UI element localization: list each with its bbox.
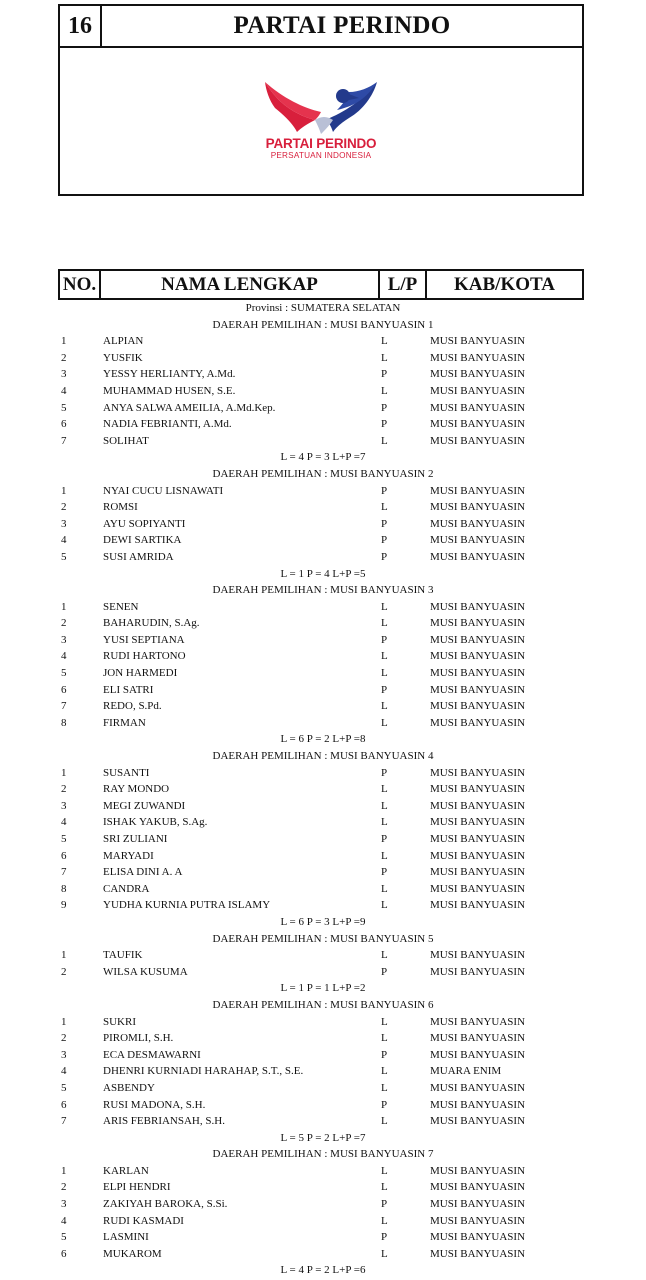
party-logo	[60, 48, 582, 196]
candidate-regency: MUSI BANYUASIN	[430, 1032, 526, 1045]
table-row	[0, 333, 646, 350]
district-title: DAERAH PEMILIHAN : MUSI BANYUASIN 2	[212, 467, 434, 480]
candidate-regency: MUSI BANYUASIN	[430, 1247, 526, 1260]
candidate-number: 4	[61, 384, 67, 397]
district-summary: L = 1 P = 4 L+P =5	[280, 567, 366, 580]
candidate-number: 1	[61, 766, 67, 779]
table-row	[0, 881, 646, 898]
candidate-regency: MUSI BANYUASIN	[430, 650, 526, 663]
candidate-number: 4	[61, 816, 67, 829]
candidate-gender: L	[381, 1115, 388, 1128]
candidate-gender: L	[381, 667, 388, 680]
candidate-gender: L	[381, 351, 388, 364]
candidate-name: ALPIAN	[103, 335, 144, 348]
candidate-gender: L	[381, 1015, 388, 1028]
table-row	[0, 433, 646, 450]
table-row	[0, 483, 646, 500]
header-no: NO.	[60, 271, 101, 298]
candidate-number: 7	[61, 1115, 67, 1128]
candidate-regency: MUSI BANYUASIN	[430, 633, 526, 646]
candidate-gender: L	[381, 1081, 388, 1094]
table-row	[0, 864, 646, 881]
candidate-number: 6	[61, 1247, 67, 1260]
candidate-name: RUSI MADONA, S.H.	[103, 1098, 206, 1111]
candidate-gender: P	[381, 633, 388, 646]
candidate-name: REDO, S.Pd.	[103, 700, 162, 713]
candidate-name: NADIA FEBRIANTI, A.Md.	[103, 418, 232, 431]
candidate-regency: MUSI BANYUASIN	[430, 899, 526, 912]
table-row	[0, 814, 646, 831]
candidate-name: SUSI AMRIDA	[103, 550, 174, 563]
candidate-name: ANYA SALWA AMEILIA, A.Md.Kep.	[103, 401, 276, 414]
candidate-regency: MUSI BANYUASIN	[430, 799, 526, 812]
candidate-number: 2	[61, 1032, 67, 1045]
candidate-number: 2	[61, 351, 67, 364]
table-row	[0, 715, 646, 732]
district-title: DAERAH PEMILIHAN : MUSI BANYUASIN 7	[212, 1148, 434, 1161]
candidate-name: KARLAN	[103, 1164, 149, 1177]
candidate-number: 1	[61, 484, 67, 497]
district-title: DAERAH PEMILIHAN : MUSI BANYUASIN 4	[212, 750, 434, 763]
candidate-gender: L	[381, 617, 388, 630]
party-number: 16	[60, 6, 102, 46]
candidate-number: 9	[61, 899, 67, 912]
candidate-name: ASBENDY	[103, 1081, 155, 1094]
candidate-gender: L	[381, 899, 388, 912]
candidate-regency: MUSI BANYUASIN	[430, 1214, 526, 1227]
table-row	[0, 1047, 646, 1064]
candidate-number: 8	[61, 882, 67, 895]
table-row	[0, 781, 646, 798]
candidate-name: YUDHA KURNIA PUTRA ISLAMY	[103, 899, 271, 912]
candidate-gender: L	[381, 1032, 388, 1045]
candidate-regency: MUSI BANYUASIN	[430, 1015, 526, 1028]
candidate-number: 7	[61, 866, 67, 879]
table-row	[0, 366, 646, 383]
table-row	[0, 1179, 646, 1196]
candidate-number: 1	[61, 335, 67, 348]
candidate-name: BAHARUDIN, S.Ag.	[103, 617, 200, 630]
candidate-regency: MUSI BANYUASIN	[430, 949, 526, 962]
candidate-regency: MUSI BANYUASIN	[430, 550, 526, 563]
table-row	[0, 383, 646, 400]
candidate-name: TAUFIK	[103, 949, 143, 962]
candidate-gender: L	[381, 783, 388, 796]
candidate-name: SOLIHAT	[103, 434, 149, 447]
table-row	[0, 1196, 646, 1213]
candidate-name: NYAI CUCU LISNAWATI	[103, 484, 224, 497]
logo-text: PARTAI PERINDO	[265, 136, 377, 151]
candidate-name: DHENRI KURNIADI HARAHAP, S.T., S.E.	[103, 1065, 304, 1078]
candidate-name: PIROMLI, S.H.	[103, 1032, 174, 1045]
table-row	[0, 615, 646, 632]
candidate-gender: L	[381, 501, 388, 514]
candidate-regency: MUSI BANYUASIN	[430, 434, 526, 447]
table-row	[0, 897, 646, 914]
table-row	[0, 1097, 646, 1114]
candidate-gender: P	[381, 401, 388, 414]
candidate-regency: MUSI BANYUASIN	[430, 401, 526, 414]
candidate-regency: MUSI BANYUASIN	[430, 1164, 526, 1177]
candidate-name: WILSA KUSUMA	[103, 965, 188, 978]
candidate-gender: P	[381, 1198, 388, 1211]
candidate-regency: MUSI BANYUASIN	[430, 882, 526, 895]
candidate-gender: L	[381, 1214, 388, 1227]
table-row	[0, 1063, 646, 1080]
candidate-name: ZAKIYAH BAROKA, S.Si.	[103, 1198, 228, 1211]
candidate-regency: MUSI BANYUASIN	[430, 700, 526, 713]
table-row	[0, 516, 646, 533]
candidate-name: YUSFIK	[103, 351, 143, 364]
candidate-gender: L	[381, 1247, 388, 1260]
candidate-gender: L	[381, 949, 388, 962]
candidate-number: 3	[61, 368, 67, 381]
candidate-name: RUDI HARTONO	[103, 650, 186, 663]
candidate-regency: MUSI BANYUASIN	[430, 484, 526, 497]
table-row	[0, 350, 646, 367]
candidate-name: RUDI KASMADI	[103, 1214, 184, 1227]
candidate-regency: MUSI BANYUASIN	[430, 1181, 526, 1194]
candidate-gender: L	[381, 434, 388, 447]
candidate-regency: MUARA ENIM	[430, 1065, 502, 1078]
table-row	[0, 798, 646, 815]
candidate-name: MEGI ZUWANDI	[103, 799, 186, 812]
table-row	[0, 682, 646, 699]
candidate-number: 2	[61, 617, 67, 630]
candidate-name: ISHAK YAKUB, S.Ag.	[103, 816, 208, 829]
candidate-name: SENEN	[103, 600, 139, 613]
header-lp: L/P	[380, 271, 427, 298]
candidate-regency: MUSI BANYUASIN	[430, 384, 526, 397]
district-title: DAERAH PEMILIHAN : MUSI BANYUASIN 3	[212, 584, 434, 597]
candidate-regency: MUSI BANYUASIN	[430, 501, 526, 514]
table-row	[0, 400, 646, 417]
candidate-number: 5	[61, 1231, 67, 1244]
table-row	[0, 1246, 646, 1263]
candidate-number: 4	[61, 534, 67, 547]
candidate-name: YUSI SEPTIANA	[103, 633, 185, 646]
table-row	[0, 648, 646, 665]
candidate-number: 2	[61, 965, 67, 978]
table-row	[0, 964, 646, 981]
candidate-regency: MUSI BANYUASIN	[430, 849, 526, 862]
candidate-name: RAY MONDO	[103, 783, 170, 796]
candidate-gender: L	[381, 600, 388, 613]
table-row	[0, 1113, 646, 1130]
candidate-gender: P	[381, 534, 388, 547]
candidate-regency: MUSI BANYUASIN	[430, 783, 526, 796]
candidate-gender: L	[381, 816, 388, 829]
candidate-number: 6	[61, 1098, 67, 1111]
candidate-regency: MUSI BANYUASIN	[430, 716, 526, 729]
candidate-gender: L	[381, 882, 388, 895]
candidate-number: 3	[61, 1198, 67, 1211]
candidate-regency: MUSI BANYUASIN	[430, 1198, 526, 1211]
district-title: DAERAH PEMILIHAN : MUSI BANYUASIN 5	[212, 932, 434, 945]
candidate-gender: P	[381, 833, 388, 845]
candidate-regency: MUSI BANYUASIN	[430, 600, 526, 613]
candidate-regency: MUSI BANYUASIN	[430, 683, 526, 696]
candidate-gender: P	[381, 766, 388, 779]
candidate-number: 5	[61, 1081, 67, 1094]
candidate-number: 3	[61, 517, 67, 530]
table-row	[0, 1080, 646, 1097]
candidate-name: YESSY HERLIANTY, A.Md.	[103, 368, 236, 381]
candidate-name: JON HARMEDI	[103, 667, 178, 680]
candidate-number: 1	[61, 949, 67, 962]
candidate-number: 3	[61, 799, 67, 812]
candidate-gender: P	[381, 418, 388, 431]
candidate-regency: MUSI BANYUASIN	[430, 766, 526, 779]
district-summary: L = 6 P = 2 L+P =8	[280, 733, 366, 746]
candidate-regency: MUSI BANYUASIN	[430, 816, 526, 829]
candidate-regency: MUSI BANYUASIN	[430, 1231, 526, 1244]
candidate-gender: L	[381, 716, 388, 729]
candidate-name: LASMINI	[103, 1231, 149, 1244]
candidate-gender: P	[381, 368, 388, 381]
table-row	[0, 532, 646, 549]
table-row	[0, 416, 646, 433]
candidate-name: SUSANTI	[103, 766, 150, 779]
candidate-gender: L	[381, 1164, 388, 1177]
candidate-name: CANDRA	[103, 882, 150, 895]
candidate-name: MUKAROM	[103, 1247, 162, 1260]
candidate-number: 7	[61, 434, 67, 447]
logo-subtext: PERSATUAN INDONESIA	[270, 151, 372, 160]
candidate-gender: L	[381, 650, 388, 663]
party-header	[60, 6, 582, 48]
table-row	[0, 665, 646, 682]
candidate-regency: MUSI BANYUASIN	[430, 368, 526, 381]
candidate-name: DEWI SARTIKA	[103, 534, 182, 547]
candidate-regency: MUSI BANYUASIN	[430, 866, 526, 879]
candidate-number: 4	[61, 650, 67, 663]
party-box	[58, 4, 584, 196]
table-row	[0, 1213, 646, 1230]
candidate-number: 2	[61, 1181, 67, 1194]
candidate-gender: P	[381, 550, 388, 563]
table-row	[0, 499, 646, 516]
candidate-name: MUHAMMAD HUSEN, S.E.	[103, 384, 236, 397]
candidate-number: 6	[61, 418, 67, 431]
header-kab: KAB/KOTA	[454, 273, 555, 295]
table-row	[0, 1163, 646, 1180]
candidate-number: 7	[61, 700, 67, 713]
district-summary: L = 6 P = 3 L+P =9	[280, 915, 366, 928]
table-row	[0, 947, 646, 964]
candidate-name: AYU SOPIYANTI	[103, 517, 186, 530]
district-summary: L = 1 P = 1 L+P =2	[280, 982, 366, 995]
candidate-number: 5	[61, 401, 67, 414]
candidate-gender: P	[381, 1231, 388, 1244]
candidate-regency: MUSI BANYUASIN	[430, 335, 526, 348]
candidate-regency: MUSI BANYUASIN	[430, 1115, 526, 1128]
candidate-gender: P	[381, 1048, 388, 1061]
candidate-regency: MUSI BANYUASIN	[430, 833, 526, 845]
table-row	[0, 549, 646, 566]
candidate-regency: MUSI BANYUASIN	[430, 617, 526, 630]
candidate-number: 3	[61, 1048, 67, 1061]
district-summary: L = 4 P = 2 L+P =6	[280, 1264, 366, 1277]
district-summary: L = 5 P = 2 L+P =7	[280, 1131, 366, 1144]
header-name: NAMA LENGKAP	[101, 271, 380, 298]
candidate-regency: MUSI BANYUASIN	[430, 534, 526, 547]
candidate-number: 6	[61, 849, 67, 862]
candidate-regency: MUSI BANYUASIN	[430, 1081, 526, 1094]
candidate-name: SRI ZULIANI	[103, 833, 168, 845]
candidate-gender: P	[381, 517, 388, 530]
district-title: DAERAH PEMILIHAN : MUSI BANYUASIN 1	[212, 318, 434, 331]
table-row	[0, 848, 646, 865]
table-row	[0, 599, 646, 616]
candidate-number: 4	[61, 1065, 67, 1078]
candidate-number: 6	[61, 683, 67, 696]
candidate-regency: MUSI BANYUASIN	[430, 1098, 526, 1111]
candidate-gender: L	[381, 384, 388, 397]
candidate-gender: L	[381, 335, 388, 348]
candidate-regency: MUSI BANYUASIN	[430, 517, 526, 530]
district-summary: L = 4 P = 3 L+P =7	[280, 451, 366, 464]
candidate-regency: MUSI BANYUASIN	[430, 418, 526, 431]
candidate-number: 1	[61, 1164, 67, 1177]
candidate-regency: MUSI BANYUASIN	[430, 667, 526, 680]
candidate-name: FIRMAN	[103, 716, 146, 729]
candidate-name: ELPI HENDRI	[103, 1181, 171, 1194]
candidate-name: ROMSI	[103, 501, 138, 514]
candidate-gender: P	[381, 484, 388, 497]
candidate-gender: L	[381, 849, 388, 862]
candidate-number: 1	[61, 1015, 67, 1028]
candidate-gender: P	[381, 965, 388, 978]
table-row	[0, 1229, 646, 1246]
table-row	[0, 632, 646, 649]
candidate-number: 8	[61, 716, 67, 729]
candidate-name: MARYADI	[103, 849, 154, 862]
party-name: PARTAI PERINDO	[233, 12, 451, 39]
table-row	[0, 698, 646, 715]
candidate-gender: P	[381, 866, 388, 879]
candidate-number: 2	[61, 783, 67, 796]
candidate-name: SUKRI	[103, 1015, 137, 1028]
candidate-number: 2	[61, 501, 67, 514]
candidate-name: ELISA DINI A. A	[103, 866, 183, 879]
candidate-gender: P	[381, 683, 388, 696]
candidate-name: ELI SATRI	[103, 683, 154, 696]
table-row	[0, 1014, 646, 1031]
table-row	[0, 765, 646, 782]
candidate-gender: P	[381, 1098, 388, 1111]
candidate-number: 5	[61, 667, 67, 680]
table-row	[0, 831, 646, 848]
candidate-name: ARIS FEBRIANSAH, S.H.	[103, 1115, 225, 1128]
district-title: DAERAH PEMILIHAN : MUSI BANYUASIN 6	[212, 998, 434, 1011]
candidate-gender: L	[381, 700, 388, 713]
candidate-gender: L	[381, 1065, 388, 1078]
table-header	[58, 269, 584, 300]
candidate-gender: L	[381, 799, 388, 812]
candidate-regency: MUSI BANYUASIN	[430, 351, 526, 364]
candidate-number: 5	[61, 550, 67, 563]
candidate-number: 1	[61, 600, 67, 613]
province-label: Provinsi : SUMATERA SELATAN	[245, 302, 401, 314]
candidate-regency: MUSI BANYUASIN	[430, 1048, 526, 1061]
candidate-number: 5	[61, 833, 67, 845]
candidate-gender: L	[381, 1181, 388, 1194]
table-row	[0, 1030, 646, 1047]
candidate-regency: MUSI BANYUASIN	[430, 965, 526, 978]
candidate-number: 4	[61, 1214, 67, 1227]
candidate-list	[0, 300, 646, 1279]
candidate-name: ECA DESMAWARNI	[103, 1048, 201, 1061]
eagle-logo-icon	[263, 80, 379, 134]
candidate-number: 3	[61, 633, 67, 646]
